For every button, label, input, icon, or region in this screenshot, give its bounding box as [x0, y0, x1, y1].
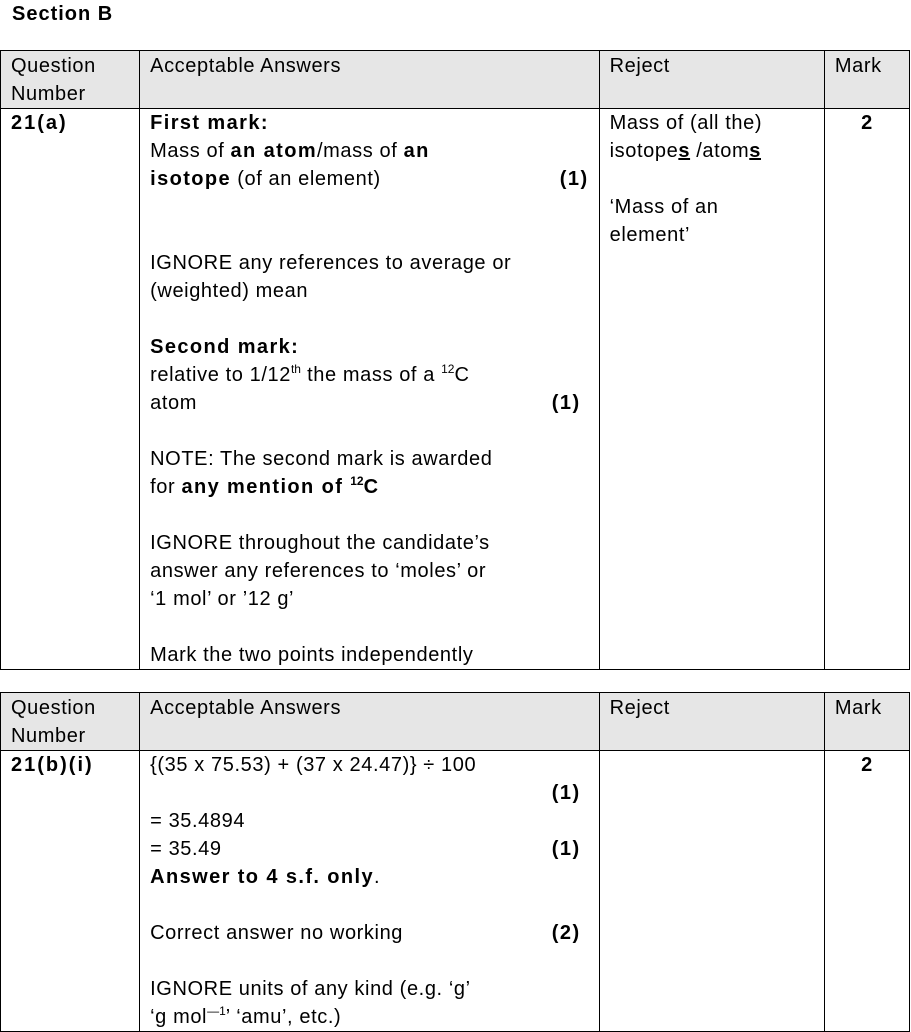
ignore-note: ‘1 mol’ or ’12 g’ — [150, 588, 295, 610]
reject-cell — [599, 109, 824, 670]
ignore-note: answer any references to ‘moles’ or — [150, 560, 487, 582]
note: for any mention of $^{12}$C — [150, 474, 380, 498]
table-row — [1, 109, 910, 670]
answer-line: = 35.4894 — [150, 810, 246, 832]
reject-text: element’ — [609, 224, 691, 246]
answer-line: Correct answer no working (2) — [150, 919, 581, 947]
answer-line: Mass of an atom/mass of an — [150, 140, 430, 162]
second-mark-label: Second mark: — [150, 336, 300, 358]
section-title: Section B — [12, 3, 114, 25]
header-acceptable-answers: Acceptable Answers — [140, 51, 600, 109]
ignore-note: ‘g mol$^{—1}$’ ‘amu’, etc.) — [150, 1004, 342, 1028]
answer-line — [150, 779, 581, 807]
mark-cell — [824, 751, 909, 1032]
acceptable-answers-cell — [140, 109, 600, 670]
mark-cell — [824, 109, 909, 670]
answer-line: Answer to 4 s.f. only. — [150, 866, 381, 888]
reject-text: ‘Mass of an — [609, 196, 719, 218]
answer-line: = 35.49 (1) — [150, 835, 581, 863]
mark-allocation: (1) — [559, 168, 589, 190]
first-mark-label: First mark: — [150, 112, 269, 134]
ignore-note: IGNORE throughout the candidate’s — [150, 532, 490, 554]
ignore-note: IGNORE units of any kind (e.g. ‘g’ — [150, 978, 471, 1000]
answer-line: atom (1) — [150, 389, 589, 417]
ignore-note: IGNORE any references to average or — [150, 252, 512, 274]
reject-text: isotopes /atoms — [609, 140, 761, 162]
mark-value: 2 — [861, 754, 873, 776]
instruction: Mark the two points independently — [150, 644, 474, 666]
header-reject: Reject — [599, 693, 824, 751]
answer-line: isotope (of an element) (1) — [150, 165, 589, 193]
question-number-cell — [1, 751, 140, 1032]
acceptable-answers-cell — [140, 751, 600, 1032]
mark-scheme-table-21bi — [0, 692, 910, 1032]
table-row — [1, 751, 910, 1032]
header-question-number: Question Number — [1, 693, 140, 751]
header-mark: Mark — [824, 693, 909, 751]
note: NOTE: The second mark is awarded — [150, 448, 493, 470]
answer-line: relative to 1/12th the mass of a $^{12}$C — [150, 362, 470, 386]
mark-allocation: (1) — [551, 838, 581, 860]
mark-scheme-table-21a — [0, 50, 910, 670]
mark-allocation: (1) — [551, 392, 581, 414]
table-header-row — [1, 51, 910, 109]
header-acceptable-answers: Acceptable Answers — [140, 693, 600, 751]
calculation: {(35 x 75.53) + (37 x 24.47)} ÷ 100 — [150, 754, 477, 776]
header-question-number: Question Number — [1, 51, 140, 109]
mark-allocation: (1) — [551, 782, 581, 804]
ignore-note: (weighted) mean — [150, 280, 309, 302]
mark-value: 2 — [861, 112, 873, 134]
mark-allocation: (2) — [551, 922, 581, 944]
table-header-row — [1, 693, 910, 751]
question-number: 21(a) — [11, 112, 68, 134]
question-number-cell — [1, 109, 140, 670]
reject-cell — [599, 751, 824, 1032]
question-number: 21(b)(i) — [11, 754, 94, 776]
reject-text: Mass of (all the) — [609, 112, 763, 134]
header-mark: Mark — [824, 51, 909, 109]
header-reject: Reject — [599, 51, 824, 109]
